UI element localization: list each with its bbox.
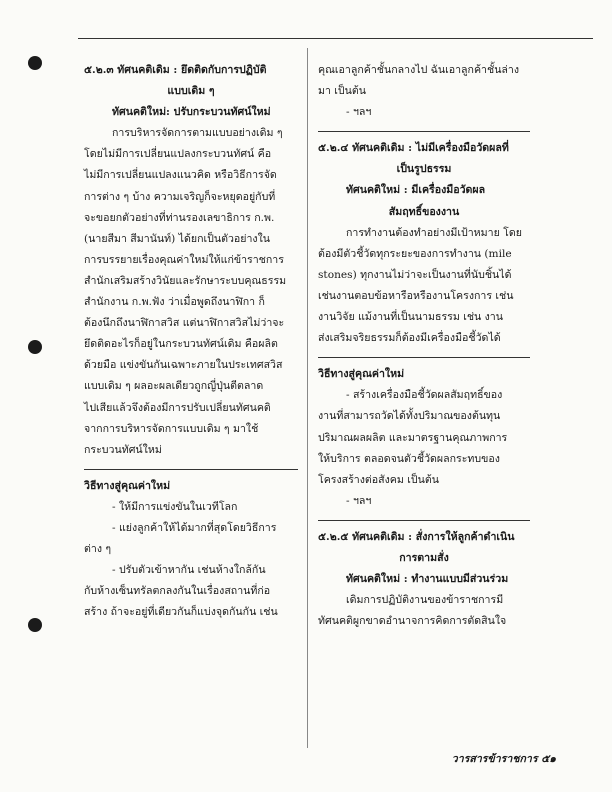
new-attitude-heading: ทัศนคติใหม่ : ทำงานแบบมีส่วนร่วม	[346, 573, 509, 586]
etc-item: - ฯลฯ	[346, 106, 372, 119]
top-rule	[78, 38, 593, 39]
section-heading-cont: แบบเดิม ๆ	[167, 85, 215, 98]
text-line: ยึดติดอะไรก็อยู่ในกระบวนทัศน์เดิม คือผลิต	[84, 338, 278, 351]
text-line: การทำงานต้องทำอย่างมีเป้าหมาย โดย	[346, 226, 522, 239]
text-line: สำนักเสริมสร้างวินัยและรักษาระบบคุณธรรม	[84, 274, 287, 287]
text-line: งานวิจัย แม้งานที่เป็นนามธรรม เช่น งาน	[318, 311, 503, 324]
list-item: - ให้มีการแข่งขันในเวทีโลก	[112, 500, 238, 513]
text-line: การบรรยายเรื่องคุณค่าใหม่ให้แก่ข้าราชการ	[84, 253, 284, 266]
section-rule	[318, 131, 530, 132]
text-line: เช่นงานตอบข้อหารือหรืองานโครงการ เช่น	[318, 289, 514, 302]
section-heading: ๕.๒.๓ ทัศนคติเดิม : ยึดติดกับการปฏิบัติ	[84, 64, 267, 76]
text-line: โดยไม่มีการเปลี่ยนแปลงกระบวนทัศน์ คือ	[84, 148, 272, 161]
text-line: ส่งเสริมจริยธรรมก็ต้องมีเครื่องมือชี้วัดได้	[318, 332, 501, 345]
list-item: - สร้างเครื่องมือชี้วัดผลสัมฤทธิ์ของ	[346, 389, 503, 402]
binder-hole	[28, 618, 42, 632]
new-attitude-heading: ทัศนคติใหม่: ปรับกระบวนทัศน์ใหม่	[112, 106, 271, 119]
text-line: การบริหารจัดการตามแบบอย่างเดิม ๆ	[112, 127, 283, 140]
section-heading-cont: เป็นรูปธรรม	[396, 163, 452, 176]
text-line: ไม่มีการเปลี่ยนแปลงแนวคิด หรือวิธีการจัด	[84, 169, 277, 182]
text-line: สำนักงาน ก.พ.ฟัง ว่าเมื่อพูดถึงนาฬิกา ก็	[84, 296, 265, 309]
way-heading: วิธีทางสู่คุณค่าใหม่	[318, 368, 405, 381]
text-line: แบบเดิม ๆ ผลอะผลเดียวถูกญี่ปุ่นตีตลาด	[84, 380, 264, 393]
body-paragraph	[84, 123, 298, 461]
list-item-cont: ต่าง ๆ	[84, 543, 112, 556]
text-line: เดิมการปฏิบัติงานของข้าราชการมี	[346, 594, 504, 607]
text-line: ไปเสียแล้วจึงต้องมีการปรับเปลี่ยนทัศนคติ	[84, 401, 271, 414]
etc-item: - ฯลฯ	[346, 494, 372, 507]
list-item-cont: งานที่สามารถวัดได้ทั้งปริมาณของต้นทุน	[318, 410, 501, 423]
text-line: คุณเอาลูกค้าชั้นกลางไป ฉันเอาลูกค้าชั้นล่าง	[318, 64, 520, 76]
text-line: ต้องมีตัวชี้วัดทุกระยะของการทำงาน (mile	[318, 247, 512, 260]
section-rule	[318, 520, 530, 521]
section-heading-cont: การตามสั่ง	[399, 551, 449, 564]
way-heading: วิธีทางสู่คุณค่าใหม่	[84, 479, 171, 492]
text-line: ทัศนคติผูกขาดอำนาจการคิดการตัดสินใจ	[318, 615, 507, 628]
text-line: (นายสีมา สีมานันท์) ได้ยกเป็นตัวอย่างใน	[84, 232, 271, 245]
column-divider	[307, 48, 308, 748]
binder-hole	[28, 56, 42, 70]
right-column	[318, 60, 530, 632]
section-heading: ๕.๒.๔ ทัศนคติเดิม : ไม่มีเครื่องมือวัดผลที่	[318, 142, 509, 155]
text-line: กระบวนทัศน์ใหม่	[84, 443, 162, 456]
section-rule	[84, 469, 298, 470]
text-line: ต้องนึกถึงนาฬิกาสวิส แต่นาฬิกาสวิสไม่ว่าจะ	[84, 317, 285, 330]
text-line: การต่าง ๆ บ้าง ความเจริญก็จะหยุดอยู่กับที่	[84, 190, 276, 203]
binder-hole	[28, 340, 42, 354]
text-line: ด้วยมือ แข่งขันกันเฉพาะภายในประเทศสวิส	[84, 359, 283, 372]
list-item-cont: สร้าง ถ้าจะอยู่ที่เดียวกันก็แบ่งจุดกันกัน เช่น	[84, 606, 278, 619]
section-rule	[318, 357, 530, 358]
text-line: stones) ทุกงานไม่ว่าจะเป็นงานที่นับชิ้นได้	[318, 268, 512, 281]
text-line: จะขอยกตัวอย่างที่ท่านรองเลขาธิการ ก.พ.	[84, 211, 275, 224]
list-item-cont: โครงสร้างต่อสังคม เป็นต้น	[318, 473, 439, 486]
text-line: มา เป็นต้น	[318, 85, 367, 98]
list-item-cont: ปริมาณผลผลิต และมาตรฐานคุณภาพการ	[318, 431, 508, 444]
body-paragraph	[318, 223, 530, 350]
section-heading: ๕.๒.๕ ทัศนคติเดิม : สั่งการให้ลูกค้าดำเนิน	[318, 530, 515, 543]
list-item-cont: ให้บริการ ตลอดจนตัวชี้วัดผลกระทบของ	[318, 452, 500, 465]
list-item: - แย่งลูกค้าให้ได้มากที่สุดโดยวิธีการ	[112, 521, 277, 534]
left-column	[84, 60, 298, 623]
list-item: - ปรับตัวเข้าหากัน เช่นห้างใกล้กัน	[112, 564, 266, 577]
text-line: จากการบริหารจัดการแบบเดิม ๆ มาใช้	[84, 422, 259, 435]
list-item-cont: กับห้างเซ็นทรัลตกลงกันในเรื่องสถานที่ก่อ	[84, 585, 271, 598]
page-footer: วารสารข้าราชการ ๕๑	[451, 753, 556, 765]
new-attitude-heading-cont: สัมฤทธิ์ของงาน	[388, 205, 460, 218]
new-attitude-heading: ทัศนคติใหม่ : มีเครื่องมือวัดผล	[346, 184, 486, 197]
